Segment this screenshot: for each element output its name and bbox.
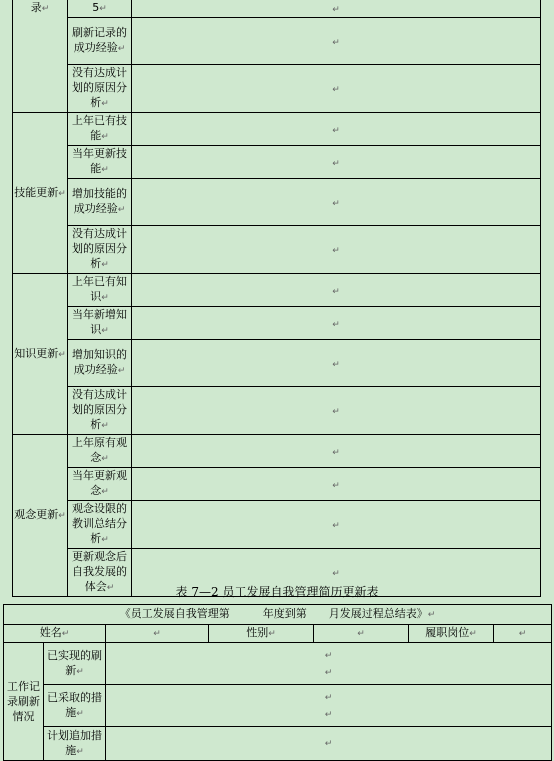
subitem-cell: 5↵: [68, 0, 132, 18]
resume-update-table-part1: [12, 0, 541, 597]
subitem-cell: 当年新增知识↵: [68, 307, 132, 340]
category-cell: 技能更新↵: [13, 113, 68, 274]
record-row-content: ↵ ↵: [106, 643, 552, 685]
content-cell: ↵: [132, 501, 541, 549]
category-cell: 录↵: [13, 0, 68, 113]
subitem-cell: 没有达成计划的原因分析↵: [68, 387, 132, 435]
content-cell: ↵: [132, 226, 541, 274]
gender-value: ↵: [314, 625, 409, 643]
record-row-label: 已实现的刷新↵: [44, 643, 106, 685]
content-cell: ↵: [132, 146, 541, 179]
subitem-cell: 上年已有知识↵: [68, 274, 132, 307]
gender-label: 性别↵: [209, 625, 314, 643]
record-row-label: 已采取的措施↵: [44, 685, 106, 727]
subitem-cell: 当年更新技能↵: [68, 146, 132, 179]
content-cell: ↵: [132, 113, 541, 146]
content-cell: ↵: [132, 435, 541, 468]
subitem-cell: 当年更新观念↵: [68, 468, 132, 501]
subitem-cell: 增加技能的成功经验↵: [68, 179, 132, 226]
content-cell: ↵: [132, 307, 541, 340]
record-row-content: ↵ ↵: [106, 685, 552, 727]
category-cell: 观念更新↵: [13, 435, 68, 597]
content-cell: ↵: [132, 18, 541, 65]
category-cell: 知识更新↵: [13, 274, 68, 435]
position-value: ↵: [494, 625, 552, 643]
subitem-cell: 刷新记录的成功经验↵: [68, 18, 132, 65]
name-label: 姓名↵: [4, 625, 106, 643]
content-cell: ↵: [132, 468, 541, 501]
summary-table-title: 《员工发展自我管理第 年度到第 月发展过程总结表》↵: [4, 605, 552, 625]
content-cell: ↵: [132, 65, 541, 113]
subitem-cell: 上年已有技能↵: [68, 113, 132, 146]
table-caption: 表 7—2 员工发展自我管理简历更新表: [175, 585, 379, 599]
content-cell: ↵: [132, 274, 541, 307]
work-record-section-label: 工作记录刷新情况: [4, 643, 44, 761]
content-cell: ↵: [132, 179, 541, 226]
annual-summary-table: [3, 604, 552, 761]
subitem-cell: 上年原有观念↵: [68, 435, 132, 468]
subitem-cell: 增加知识的成功经验↵: [68, 340, 132, 387]
subitem-cell: 没有达成计划的原因分析↵: [68, 65, 132, 113]
content-cell: ↵: [132, 387, 541, 435]
content-cell: ↵: [132, 549, 541, 597]
name-value: ↵: [106, 625, 209, 643]
subitem-cell: 更新观念后自我发展的体会↵: [68, 549, 132, 597]
subitem-cell: 观念设限的教训总结分析↵: [68, 501, 132, 549]
position-label: 履职岗位↵: [409, 625, 494, 643]
record-row-content: ↵: [106, 727, 552, 761]
record-row-label: 计划追加措施↵: [44, 727, 106, 761]
subitem-cell: 没有达成计划的原因分析↵: [68, 226, 132, 274]
content-cell: ↵: [132, 340, 541, 387]
content-cell: ↵: [132, 0, 541, 18]
